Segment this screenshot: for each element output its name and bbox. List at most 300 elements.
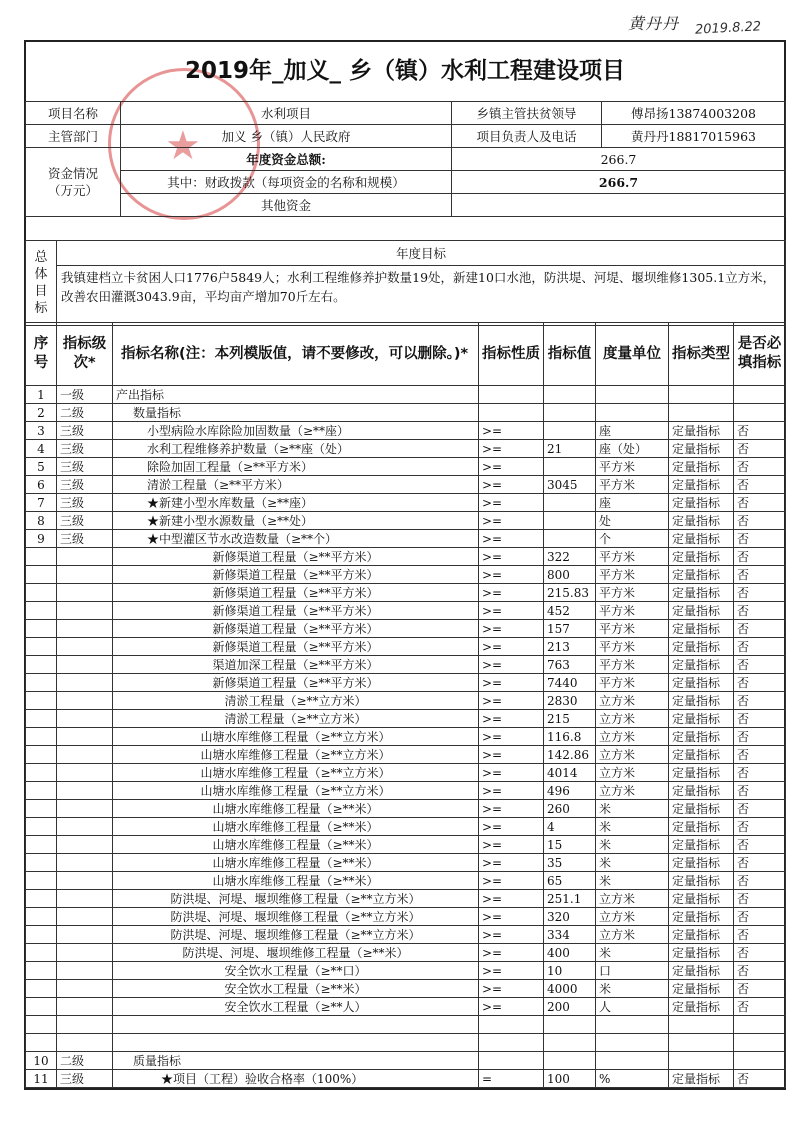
table-row bbox=[26, 476, 786, 494]
row-seq bbox=[26, 602, 57, 620]
row-name: 安全饮水工程量（≥**人） bbox=[113, 998, 479, 1016]
row-level bbox=[57, 854, 113, 872]
row-name: 新修渠道工程量（≥**平方米） bbox=[113, 548, 479, 566]
row-unit: 平方米 bbox=[596, 674, 669, 692]
row-seq bbox=[26, 584, 57, 602]
row-level bbox=[57, 980, 113, 998]
header-nature: 指标性质 bbox=[479, 323, 544, 386]
row-nature: >= bbox=[479, 800, 544, 818]
row-nature: >= bbox=[479, 980, 544, 998]
table-row bbox=[26, 872, 786, 890]
row-nature: >= bbox=[479, 872, 544, 890]
row-value: 10 bbox=[544, 962, 596, 980]
table-row bbox=[26, 818, 786, 836]
row-seq: 6 bbox=[26, 476, 57, 494]
row-level bbox=[57, 998, 113, 1016]
table-row bbox=[26, 404, 786, 422]
row-unit: 米 bbox=[596, 980, 669, 998]
row-value: 4000 bbox=[544, 980, 596, 998]
fund-label: 资金情况（万元） bbox=[26, 148, 121, 217]
row-required: 否 bbox=[734, 674, 786, 692]
row-level bbox=[57, 548, 113, 566]
row-required: 否 bbox=[734, 476, 786, 494]
header-value: 指标值 bbox=[544, 323, 596, 386]
dept-value: 加义 乡（镇）人民政府 bbox=[121, 125, 452, 148]
row-required: 否 bbox=[734, 620, 786, 638]
owner-value: 黄丹丹18817015963 bbox=[602, 125, 786, 148]
row-required: 否 bbox=[734, 1070, 786, 1088]
row-value: 4014 bbox=[544, 764, 596, 782]
row-nature: >= bbox=[479, 638, 544, 656]
row-required: 否 bbox=[734, 566, 786, 584]
row-name: 防洪堤、河堤、堰坝维修工程量（≥**米） bbox=[113, 944, 479, 962]
row-value: 215.83 bbox=[544, 584, 596, 602]
row-type: 定量指标 bbox=[669, 638, 734, 656]
table-row bbox=[26, 422, 786, 440]
table-row bbox=[26, 998, 786, 1016]
row-seq bbox=[26, 944, 57, 962]
row-seq: 5 bbox=[26, 458, 57, 476]
table-row bbox=[26, 800, 786, 818]
row-level: 三级 bbox=[57, 494, 113, 512]
row-value: 322 bbox=[544, 548, 596, 566]
row-seq bbox=[26, 566, 57, 584]
row-type: 定量指标 bbox=[669, 926, 734, 944]
row-unit: 平方米 bbox=[596, 476, 669, 494]
table-row bbox=[26, 1070, 786, 1088]
row-unit: 立方米 bbox=[596, 926, 669, 944]
row-nature bbox=[479, 1016, 544, 1034]
table-row bbox=[26, 908, 786, 926]
table-row bbox=[26, 836, 786, 854]
row-value: 260 bbox=[544, 800, 596, 818]
row-type bbox=[669, 1052, 734, 1070]
row-nature: >= bbox=[479, 494, 544, 512]
row-value bbox=[544, 458, 596, 476]
table-row bbox=[26, 1034, 786, 1052]
row-value: 200 bbox=[544, 998, 596, 1016]
row-seq bbox=[26, 782, 57, 800]
row-required: 否 bbox=[734, 512, 786, 530]
row-required: 否 bbox=[734, 638, 786, 656]
row-name bbox=[113, 1034, 479, 1052]
row-unit: 立方米 bbox=[596, 890, 669, 908]
row-required: 否 bbox=[734, 854, 786, 872]
row-value: 15 bbox=[544, 836, 596, 854]
row-nature: >= bbox=[479, 944, 544, 962]
row-seq bbox=[26, 728, 57, 746]
row-level: 三级 bbox=[57, 422, 113, 440]
row-unit: 米 bbox=[596, 818, 669, 836]
row-seq bbox=[26, 854, 57, 872]
row-seq: 2 bbox=[26, 404, 57, 422]
table-row bbox=[26, 566, 786, 584]
row-type: 定量指标 bbox=[669, 746, 734, 764]
row-value bbox=[544, 494, 596, 512]
row-nature: >= bbox=[479, 476, 544, 494]
row-level bbox=[57, 1016, 113, 1034]
row-required: 否 bbox=[734, 836, 786, 854]
row-type: 定量指标 bbox=[669, 872, 734, 890]
row-unit: 米 bbox=[596, 836, 669, 854]
row-name: ★新建小型水源数量（≥**处） bbox=[113, 512, 479, 530]
row-required: 否 bbox=[734, 782, 786, 800]
row-type: 定量指标 bbox=[669, 440, 734, 458]
row-required: 否 bbox=[734, 800, 786, 818]
row-required bbox=[734, 1052, 786, 1070]
row-nature: >= bbox=[479, 998, 544, 1016]
page-title: 2019年_加义_ 乡（镇）水利工程建设项目 bbox=[184, 58, 626, 84]
row-value: 452 bbox=[544, 602, 596, 620]
row-name: 山塘水库维修工程量（≥**立方米） bbox=[113, 746, 479, 764]
project-name-label: 项目名称 bbox=[26, 102, 121, 125]
table-row bbox=[26, 494, 786, 512]
row-unit bbox=[596, 1016, 669, 1034]
row-nature: >= bbox=[479, 836, 544, 854]
table-row bbox=[26, 962, 786, 980]
row-name: 新修渠道工程量（≥**平方米） bbox=[113, 584, 479, 602]
row-type: 定量指标 bbox=[669, 890, 734, 908]
row-required: 否 bbox=[734, 926, 786, 944]
row-value: 213 bbox=[544, 638, 596, 656]
row-unit: 米 bbox=[596, 800, 669, 818]
row-unit: 立方米 bbox=[596, 764, 669, 782]
row-type: 定量指标 bbox=[669, 692, 734, 710]
row-required: 否 bbox=[734, 980, 786, 998]
table-row bbox=[26, 458, 786, 476]
row-value: 7440 bbox=[544, 674, 596, 692]
table-row bbox=[26, 1016, 786, 1034]
row-seq bbox=[26, 548, 57, 566]
row-seq: 9 bbox=[26, 530, 57, 548]
row-name: 质量指标 bbox=[113, 1052, 479, 1070]
row-name: 安全饮水工程量（≥**口） bbox=[113, 962, 479, 980]
row-nature: >= bbox=[479, 566, 544, 584]
row-nature: >= bbox=[479, 530, 544, 548]
row-name: ★项目（工程）验收合格率（100%） bbox=[113, 1070, 479, 1088]
row-unit: 米 bbox=[596, 872, 669, 890]
row-required bbox=[734, 1016, 786, 1034]
table-row bbox=[26, 638, 786, 656]
row-nature: >= bbox=[479, 602, 544, 620]
row-required: 否 bbox=[734, 440, 786, 458]
row-value: 400 bbox=[544, 944, 596, 962]
header-unit: 度量单位 bbox=[596, 323, 669, 386]
row-seq: 8 bbox=[26, 512, 57, 530]
row-name: 防洪堤、河堤、堰坝维修工程量（≥**立方米） bbox=[113, 908, 479, 926]
header-seq: 序号 bbox=[26, 323, 57, 386]
row-nature: >= bbox=[479, 620, 544, 638]
row-level bbox=[57, 926, 113, 944]
overall-goal-table bbox=[25, 240, 786, 326]
row-required: 否 bbox=[734, 746, 786, 764]
row-level bbox=[57, 782, 113, 800]
row-seq bbox=[26, 998, 57, 1016]
row-type: 定量指标 bbox=[669, 908, 734, 926]
project-name-value: 水利项目 bbox=[121, 102, 452, 125]
row-required: 否 bbox=[734, 908, 786, 926]
row-nature: >= bbox=[479, 728, 544, 746]
row-nature: >= bbox=[479, 458, 544, 476]
row-level: 二级 bbox=[57, 1052, 113, 1070]
row-name: 新修渠道工程量（≥**平方米） bbox=[113, 620, 479, 638]
row-level bbox=[57, 602, 113, 620]
row-type: 定量指标 bbox=[669, 710, 734, 728]
row-unit bbox=[596, 1034, 669, 1052]
row-unit: 平方米 bbox=[596, 656, 669, 674]
row-type: 定量指标 bbox=[669, 512, 734, 530]
table-row bbox=[26, 782, 786, 800]
row-value: 2830 bbox=[544, 692, 596, 710]
table-row bbox=[26, 674, 786, 692]
row-value: 157 bbox=[544, 620, 596, 638]
row-name: 山塘水库维修工程量（≥**米） bbox=[113, 818, 479, 836]
header-name: 指标名称(注：本列模版值，请不要修改，可以删除。)* bbox=[113, 323, 479, 386]
row-value bbox=[544, 386, 596, 404]
row-seq bbox=[26, 818, 57, 836]
row-type: 定量指标 bbox=[669, 836, 734, 854]
row-unit: 立方米 bbox=[596, 746, 669, 764]
row-name: 山塘水库维修工程量（≥**米） bbox=[113, 872, 479, 890]
row-required: 否 bbox=[734, 584, 786, 602]
row-nature: >= bbox=[479, 422, 544, 440]
row-level bbox=[57, 674, 113, 692]
row-level bbox=[57, 584, 113, 602]
row-required: 否 bbox=[734, 602, 786, 620]
row-unit: 米 bbox=[596, 944, 669, 962]
row-seq bbox=[26, 980, 57, 998]
row-name: 山塘水库维修工程量（≥**立方米） bbox=[113, 782, 479, 800]
table-row bbox=[26, 602, 786, 620]
row-seq: 7 bbox=[26, 494, 57, 512]
row-nature: >= bbox=[479, 782, 544, 800]
row-name: 新修渠道工程量（≥**平方米） bbox=[113, 638, 479, 656]
allocation-value: 266.7 bbox=[452, 171, 786, 194]
row-required bbox=[734, 1034, 786, 1052]
row-value: 251.1 bbox=[544, 890, 596, 908]
row-seq bbox=[26, 962, 57, 980]
row-nature: >= bbox=[479, 692, 544, 710]
row-name: 山塘水库维修工程量（≥**米） bbox=[113, 836, 479, 854]
row-seq bbox=[26, 746, 57, 764]
table-row bbox=[26, 692, 786, 710]
row-unit bbox=[596, 386, 669, 404]
row-level bbox=[57, 944, 113, 962]
row-level bbox=[57, 566, 113, 584]
row-seq bbox=[26, 710, 57, 728]
table-row bbox=[26, 548, 786, 566]
row-level bbox=[57, 746, 113, 764]
row-name: 新修渠道工程量（≥**平方米） bbox=[113, 602, 479, 620]
row-type: 定量指标 bbox=[669, 422, 734, 440]
row-type: 定量指标 bbox=[669, 674, 734, 692]
row-type: 定量指标 bbox=[669, 800, 734, 818]
table-row bbox=[26, 584, 786, 602]
table-row bbox=[26, 728, 786, 746]
project-info-table bbox=[25, 101, 786, 217]
row-unit: 平方米 bbox=[596, 458, 669, 476]
row-name: 新修渠道工程量（≥**平方米） bbox=[113, 566, 479, 584]
other-funds-label: 其他资金 bbox=[121, 194, 452, 217]
row-level bbox=[57, 656, 113, 674]
row-required: 否 bbox=[734, 422, 786, 440]
row-level bbox=[57, 728, 113, 746]
row-unit: 平方米 bbox=[596, 602, 669, 620]
header-type: 指标类型 bbox=[669, 323, 734, 386]
row-seq bbox=[26, 1016, 57, 1034]
row-unit: 平方米 bbox=[596, 584, 669, 602]
row-name: 山塘水库维修工程量（≥**米） bbox=[113, 854, 479, 872]
table-row bbox=[26, 656, 786, 674]
row-nature bbox=[479, 386, 544, 404]
row-type: 定量指标 bbox=[669, 656, 734, 674]
row-level bbox=[57, 710, 113, 728]
row-type: 定量指标 bbox=[669, 620, 734, 638]
row-type: 定量指标 bbox=[669, 548, 734, 566]
row-type: 定量指标 bbox=[669, 602, 734, 620]
row-required: 否 bbox=[734, 656, 786, 674]
leader-value: 傅昂扬13874003208 bbox=[602, 102, 786, 125]
row-nature bbox=[479, 1052, 544, 1070]
row-required: 否 bbox=[734, 998, 786, 1016]
row-unit: 平方米 bbox=[596, 620, 669, 638]
row-seq: 4 bbox=[26, 440, 57, 458]
row-unit: 平方米 bbox=[596, 638, 669, 656]
row-unit: 个 bbox=[596, 530, 669, 548]
row-required: 否 bbox=[734, 818, 786, 836]
row-unit: 座 bbox=[596, 422, 669, 440]
row-type: 定量指标 bbox=[669, 584, 734, 602]
table-row bbox=[26, 746, 786, 764]
owner-label: 项目负责人及电话 bbox=[452, 125, 602, 148]
row-unit: 米 bbox=[596, 854, 669, 872]
row-seq bbox=[26, 692, 57, 710]
row-unit: 立方米 bbox=[596, 908, 669, 926]
row-type: 定量指标 bbox=[669, 764, 734, 782]
row-value: 334 bbox=[544, 926, 596, 944]
row-seq bbox=[26, 800, 57, 818]
row-value bbox=[544, 404, 596, 422]
row-unit: 平方米 bbox=[596, 566, 669, 584]
row-level: 三级 bbox=[57, 1070, 113, 1088]
row-value: 100 bbox=[544, 1070, 596, 1088]
row-unit: 口 bbox=[596, 962, 669, 980]
row-seq bbox=[26, 674, 57, 692]
row-seq: 3 bbox=[26, 422, 57, 440]
signature-date: 2019.8.22 bbox=[694, 19, 762, 38]
row-type: 定量指标 bbox=[669, 530, 734, 548]
row-value: 35 bbox=[544, 854, 596, 872]
row-unit: % bbox=[596, 1070, 669, 1088]
row-nature bbox=[479, 1034, 544, 1052]
row-level bbox=[57, 836, 113, 854]
row-seq bbox=[26, 872, 57, 890]
table-row bbox=[26, 980, 786, 998]
row-name: 清淤工程量（≥**立方米） bbox=[113, 710, 479, 728]
row-value bbox=[544, 422, 596, 440]
official-seal-stamp: ★ bbox=[108, 68, 260, 220]
row-nature: >= bbox=[479, 962, 544, 980]
row-unit: 立方米 bbox=[596, 728, 669, 746]
row-required: 否 bbox=[734, 728, 786, 746]
row-type: 定量指标 bbox=[669, 458, 734, 476]
row-required: 否 bbox=[734, 458, 786, 476]
table-row bbox=[26, 926, 786, 944]
allocation-label: 其中：财政拨款（每项资金的名称和规模） bbox=[121, 171, 452, 194]
row-nature: >= bbox=[479, 908, 544, 926]
row-level bbox=[57, 692, 113, 710]
row-name: 清淤工程量（≥**平方米） bbox=[113, 476, 479, 494]
row-nature: >= bbox=[479, 512, 544, 530]
table-row bbox=[26, 620, 786, 638]
table-row bbox=[26, 710, 786, 728]
row-value: 142.86 bbox=[544, 746, 596, 764]
table-row bbox=[26, 854, 786, 872]
row-value: 496 bbox=[544, 782, 596, 800]
table-row bbox=[26, 890, 786, 908]
row-nature bbox=[479, 404, 544, 422]
row-seq bbox=[26, 656, 57, 674]
row-seq bbox=[26, 764, 57, 782]
row-type: 定量指标 bbox=[669, 566, 734, 584]
row-seq: 11 bbox=[26, 1070, 57, 1088]
annual-total-label: 年度资金总额: bbox=[121, 148, 452, 171]
row-unit bbox=[596, 1052, 669, 1070]
row-level: 三级 bbox=[57, 512, 113, 530]
row-name: ★中型灌区节水改造数量（≥**个） bbox=[113, 530, 479, 548]
row-value bbox=[544, 530, 596, 548]
row-name bbox=[113, 1016, 479, 1034]
row-name: 清淤工程量（≥**立方米） bbox=[113, 692, 479, 710]
row-value bbox=[544, 1052, 596, 1070]
row-type: 定量指标 bbox=[669, 728, 734, 746]
row-type bbox=[669, 1016, 734, 1034]
row-name: ★新建小型水库数量（≥**座） bbox=[113, 494, 479, 512]
row-value: 65 bbox=[544, 872, 596, 890]
row-unit: 平方米 bbox=[596, 548, 669, 566]
annual-total-value: 266.7 bbox=[452, 148, 786, 171]
row-unit: 立方米 bbox=[596, 782, 669, 800]
row-required: 否 bbox=[734, 494, 786, 512]
row-name: 山塘水库维修工程量（≥**立方米） bbox=[113, 764, 479, 782]
row-required: 否 bbox=[734, 548, 786, 566]
row-type bbox=[669, 386, 734, 404]
row-type: 定量指标 bbox=[669, 980, 734, 998]
row-name: 水利工程维修养护数量（≥**座（处） bbox=[113, 440, 479, 458]
row-level bbox=[57, 890, 113, 908]
row-name: 除险加固工程量（≥**平方米） bbox=[113, 458, 479, 476]
table-row bbox=[26, 512, 786, 530]
row-value bbox=[544, 1034, 596, 1052]
row-seq bbox=[26, 926, 57, 944]
row-seq: 10 bbox=[26, 1052, 57, 1070]
annual-goal-header: 年度目标 bbox=[57, 241, 786, 266]
row-required: 否 bbox=[734, 764, 786, 782]
row-name: 小型病险水库除险加固数量（≥**座） bbox=[113, 422, 479, 440]
row-seq bbox=[26, 908, 57, 926]
row-name: 山塘水库维修工程量（≥**立方米） bbox=[113, 728, 479, 746]
row-seq: 1 bbox=[26, 386, 57, 404]
table-row bbox=[26, 386, 786, 404]
row-nature: >= bbox=[479, 674, 544, 692]
row-nature: >= bbox=[479, 890, 544, 908]
row-type: 定量指标 bbox=[669, 1070, 734, 1088]
row-type: 定量指标 bbox=[669, 998, 734, 1016]
row-name: 防洪堤、河堤、堰坝维修工程量（≥**立方米） bbox=[113, 890, 479, 908]
other-funds-value bbox=[452, 194, 786, 217]
row-type: 定量指标 bbox=[669, 476, 734, 494]
row-value: 320 bbox=[544, 908, 596, 926]
